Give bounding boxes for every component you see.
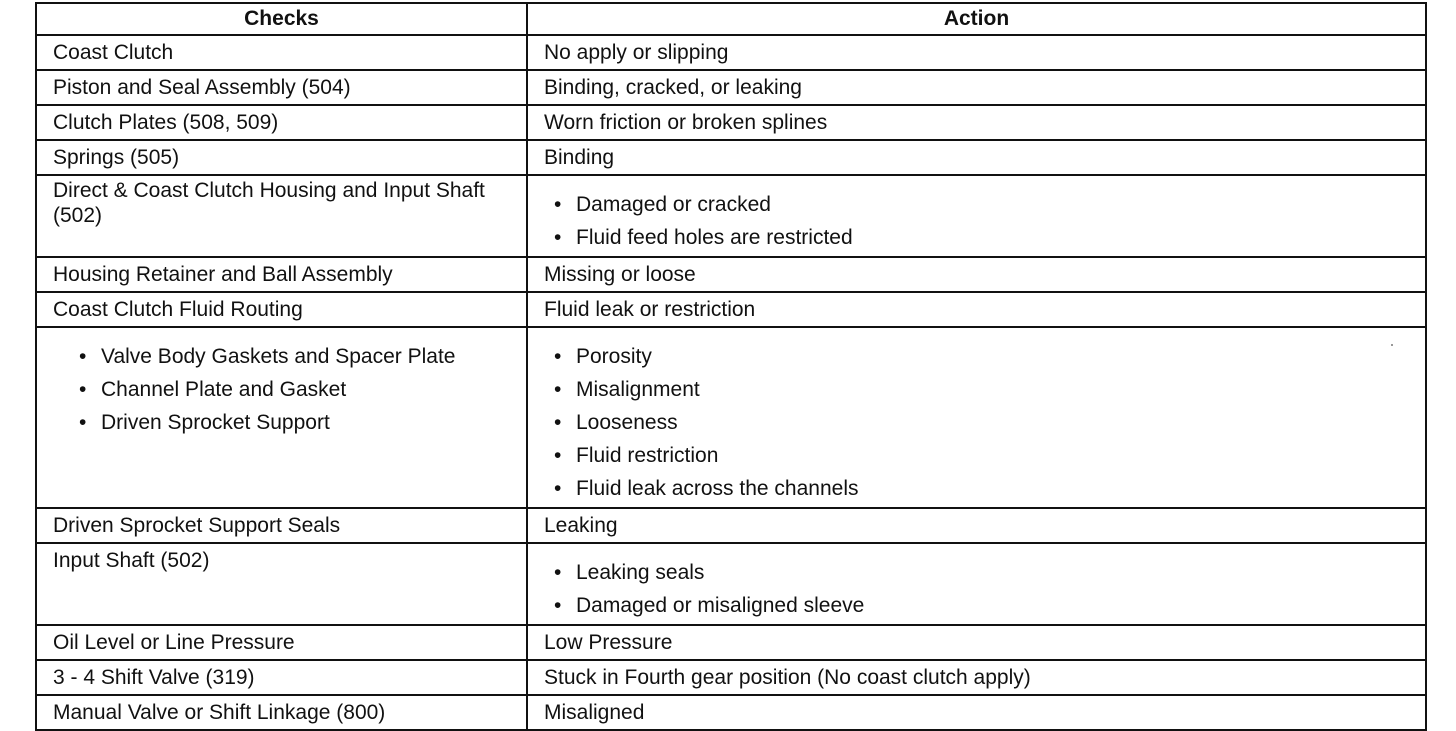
bullet-item: • Porosity [544, 340, 1425, 373]
check-cell: Oil Level or Line Pressure [36, 625, 527, 660]
check-cell: 3 - 4 Shift Valve (319) [36, 660, 527, 695]
table-row [36, 543, 1426, 625]
action-cell: Binding, cracked, or leaking [527, 70, 1426, 105]
table-row [36, 292, 1426, 327]
bullet-item: • Driven Sprocket Support [53, 406, 526, 439]
action-bullet-list [544, 328, 1425, 507]
check-cell: Driven Sprocket Support Seals [36, 508, 527, 543]
action-cell: Low Pressure [527, 625, 1426, 660]
check-cell [36, 327, 527, 508]
bullet-item: • Valve Body Gaskets and Spacer Plate [53, 340, 526, 373]
action-cell [527, 543, 1426, 625]
check-bullet-list [53, 328, 526, 441]
action-cell [527, 175, 1426, 257]
bullet-item: • Fluid leak across the channels [544, 472, 1425, 505]
diagnostic-table [35, 2, 1427, 731]
check-cell: Clutch Plates (508, 509) [36, 105, 527, 140]
bullet-item: • Fluid restriction [544, 439, 1425, 472]
table-row [36, 70, 1426, 105]
action-cell: Leaking [527, 508, 1426, 543]
table-row [36, 327, 1426, 508]
table-row [36, 257, 1426, 292]
table-row [36, 35, 1426, 70]
action-cell: No apply or slipping [527, 35, 1426, 70]
check-cell: Manual Valve or Shift Linkage (800) [36, 695, 527, 730]
bullet-item: • Damaged or misaligned sleeve [544, 589, 1425, 622]
scan-speck [1391, 344, 1393, 346]
action-cell: Worn friction or broken splines [527, 105, 1426, 140]
check-cell: Coast Clutch [36, 35, 527, 70]
checks-column-header: Checks [36, 3, 527, 35]
action-cell [527, 327, 1426, 508]
check-cell: Coast Clutch Fluid Routing [36, 292, 527, 327]
check-cell: Springs (505) [36, 140, 527, 175]
table-row [36, 508, 1426, 543]
action-cell: Binding [527, 140, 1426, 175]
bullet-item: • Fluid feed holes are restricted [544, 221, 1425, 254]
action-cell: Stuck in Fourth gear position (No coast clutch apply) [527, 660, 1426, 695]
header-row [36, 3, 1426, 35]
bullet-item: • Misalignment [544, 373, 1425, 406]
table-row [36, 175, 1426, 257]
table-row [36, 660, 1426, 695]
action-bullet-list [544, 544, 1425, 624]
check-cell: Input Shaft (502) [36, 543, 527, 625]
action-cell: Misaligned [527, 695, 1426, 730]
bullet-item: • Leaking seals [544, 556, 1425, 589]
check-cell: Housing Retainer and Ball Assembly [36, 257, 527, 292]
table-row [36, 140, 1426, 175]
action-column-header: Action [527, 3, 1426, 35]
table-row [36, 695, 1426, 730]
table-row [36, 625, 1426, 660]
bullet-item: • Damaged or cracked [544, 188, 1425, 221]
check-cell: Direct & Coast Clutch Housing and Input Shaft (502) [36, 175, 527, 257]
bullet-item: • Looseness [544, 406, 1425, 439]
action-bullet-list [544, 176, 1425, 256]
action-cell: Missing or loose [527, 257, 1426, 292]
action-cell: Fluid leak or restriction [527, 292, 1426, 327]
bullet-item: • Channel Plate and Gasket [53, 373, 526, 406]
check-cell: Piston and Seal Assembly (504) [36, 70, 527, 105]
table-row [36, 105, 1426, 140]
